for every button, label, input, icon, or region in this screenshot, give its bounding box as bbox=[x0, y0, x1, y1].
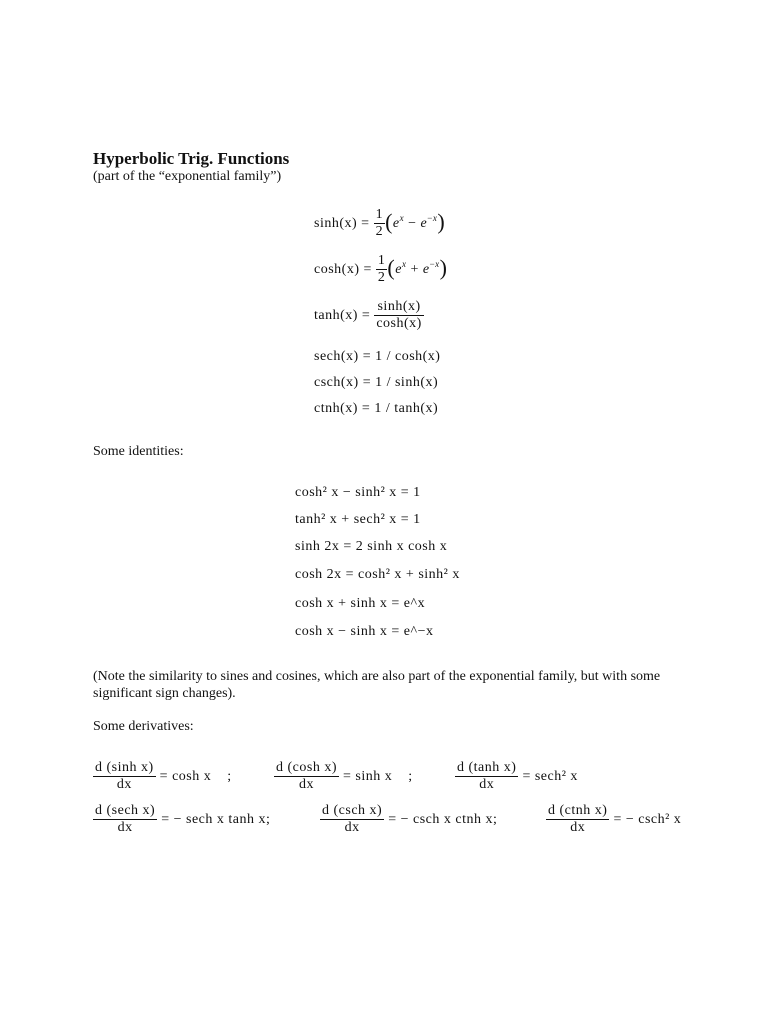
derivative-numerator: d (cosh x) bbox=[276, 760, 337, 775]
derivative-denominator: dx bbox=[320, 819, 384, 836]
fraction-sinh-over-cosh bbox=[374, 299, 424, 332]
derivative-numerator: d (csch x) bbox=[322, 803, 383, 818]
derivative-separator: ; bbox=[265, 811, 271, 827]
derivative-numerator: d (sech x) bbox=[95, 803, 156, 818]
definition-cosh: cosh(x) = $\frac{1}{2}$ $(e^x + e^{-x})$ bbox=[314, 253, 448, 286]
identity-item: cosh 2x = cosh² x + sinh² x bbox=[295, 567, 460, 582]
fraction-one-half bbox=[374, 207, 386, 240]
definition-lhs: cosh(x) = bbox=[314, 261, 372, 277]
derivative-fraction bbox=[93, 760, 156, 793]
page-title: Hyperbolic Trig. Functions bbox=[93, 149, 290, 168]
derivatives-heading: Some derivatives: bbox=[93, 719, 194, 734]
definition-lhs: tanh(x) = bbox=[314, 307, 371, 323]
derivative-result: = − csch² x bbox=[613, 811, 682, 827]
derivative-separator: ; bbox=[408, 768, 413, 784]
identity-item: cosh² x − sinh² x = 1 bbox=[295, 485, 421, 500]
fraction-denominator: cosh(x) bbox=[376, 316, 422, 332]
fraction-numerator: sinh(x) bbox=[377, 299, 421, 314]
derivative-fraction bbox=[455, 760, 518, 793]
derivative-result: = cosh x bbox=[159, 768, 212, 784]
derivative-csch bbox=[320, 803, 497, 836]
derivative-result: = sech² x bbox=[522, 768, 578, 784]
fraction-one-half bbox=[376, 253, 388, 286]
identity-item: sinh 2x = 2 sinh x cosh x bbox=[295, 539, 448, 554]
definition-ctnh: ctnh(x) = 1 / tanh(x) bbox=[314, 401, 439, 416]
fraction-numerator: 1 bbox=[377, 253, 386, 268]
derivative-denominator: dx bbox=[93, 819, 157, 836]
derivative-sech bbox=[93, 803, 270, 836]
derivative-fraction bbox=[93, 803, 157, 836]
definition-tanh bbox=[314, 299, 424, 332]
page-subtitle: (part of the “exponential family”) bbox=[93, 169, 282, 184]
definition-sech: sech(x) = 1 / cosh(x) bbox=[314, 349, 441, 364]
derivative-cosh bbox=[274, 760, 413, 793]
derivative-denominator: dx bbox=[546, 819, 609, 836]
derivative-denominator: dx bbox=[455, 776, 518, 793]
identity-item: cosh x + sinh x = e^x bbox=[295, 596, 426, 611]
derivative-result: = − csch x ctnh x bbox=[388, 811, 493, 827]
derivative-separator: ; bbox=[227, 768, 232, 784]
derivative-result: = sinh x bbox=[343, 768, 393, 784]
definition-csch: csch(x) = 1 / sinh(x) bbox=[314, 375, 439, 390]
derivative-result: = − sech x tanh x bbox=[161, 811, 266, 827]
derivative-denominator: dx bbox=[274, 776, 339, 793]
derivative-fraction bbox=[274, 760, 339, 793]
derivative-ctnh bbox=[546, 803, 681, 836]
derivative-numerator: d (tanh x) bbox=[457, 760, 517, 775]
fraction-numerator: 1 bbox=[375, 207, 384, 222]
fraction-denominator: 2 bbox=[377, 270, 386, 286]
identity-item: tanh² x + sech² x = 1 bbox=[295, 512, 421, 527]
definition-lhs: sinh(x) = bbox=[314, 215, 370, 231]
derivative-denominator: dx bbox=[93, 776, 156, 793]
derivative-fraction bbox=[320, 803, 384, 836]
derivative-fraction bbox=[546, 803, 609, 836]
derivative-sinh bbox=[93, 760, 232, 793]
derivative-numerator: d (sinh x) bbox=[95, 760, 154, 775]
derivative-separator: ; bbox=[492, 811, 498, 827]
identities-heading: Some identities: bbox=[93, 444, 184, 459]
derivative-numerator: d (ctnh x) bbox=[548, 803, 608, 818]
derivative-tanh bbox=[455, 760, 578, 793]
identity-item: cosh x − sinh x = e^−x bbox=[295, 624, 434, 639]
fraction-denominator: 2 bbox=[375, 224, 384, 240]
similarity-note: (Note the similarity to sines and cosines, which are also part of the exponential family, but with some significant sign changes). bbox=[93, 669, 661, 701]
definition-sinh: sinh(x) = $\frac{1}{2}$ $(e^x - e^{-x})$ bbox=[314, 207, 446, 240]
